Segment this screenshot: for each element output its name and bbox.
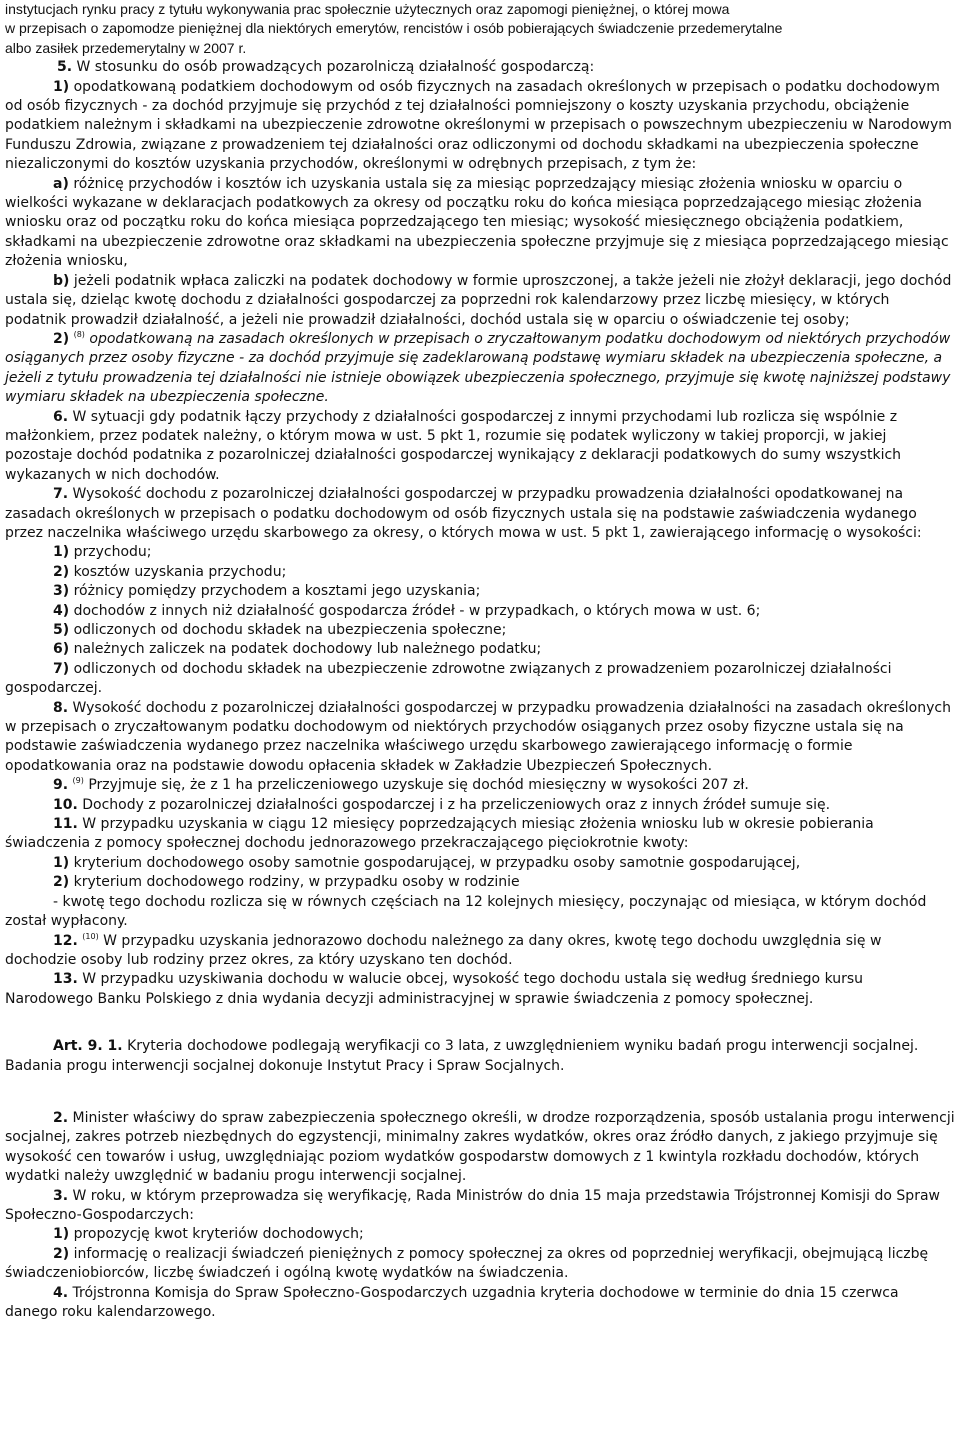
paragraph-text: Dochody z pozarolniczej działalności gospodarczej i z ha przeliczeniowych oraz z innych źródeł sumuje się.	[82, 796, 831, 813]
paragraph-number: 4.	[53, 1284, 69, 1301]
paragraph-text: Wysokość dochodu z pozarolniczej działalności gospodarczej w przypadku prowadzenia działalności opodatkowanej na zasadach określonych w przepisach o podatku dochodowym od osób fizycznych ustala się na podstawie zaświadczenia wydanego przez naczelnika właściwego urzędu skarbowego za okresy, o których mowa w ust. 5 pkt 1, zawierającego informację o wysokości:	[5, 486, 922, 541]
article-9-paragraph-4	[5, 1284, 955, 1323]
paragraph-11	[5, 815, 955, 854]
intro-line-1: instytucjach rynku pracy z tytułu wykonywania prac społecznie użytecznych oraz zapomogi pieniężnej, o której mowa	[5, 1, 730, 17]
paragraph-text: Przyjmuje się, że z 1 ha przeliczeniowego uzyskuje się dochód miesięczny w wysokości 207 zł.	[88, 777, 749, 794]
document-page	[5, 0, 955, 1322]
paragraph-7-item-1	[5, 543, 955, 562]
item-text: różnicy pomiędzy przychodem a kosztami jego uzyskania;	[73, 583, 481, 600]
intro-line-3: albo zasiłek przedemerytalny w 2007 r.	[5, 39, 247, 56]
paragraph-13	[5, 970, 955, 1009]
paragraph-5-item-a	[5, 175, 955, 272]
item-number: 4)	[53, 602, 70, 619]
footnote-marker: (8)	[73, 329, 85, 339]
paragraph-11-tail: - kwotę tego dochodu rozlicza się w równych częściach na 12 kolejnych miesięcy, poczynając od miesiąca, w którym dochód został wypłacony.	[5, 893, 927, 930]
item-text: opodatkowaną podatkiem dochodowym od osób fizycznych na zasadach określonych w przepisach o podatku dochodowym od osób fizycznych - za dochód przyjmuje się przychód z tej działalności pomniejszony o koszty uzyskania przychodu, obciążenie podatkiem należnym i składkami na ubezpieczenie zdrowotne określonymi w przepisach o powszechnym ubezpieczeniu w Narodowym Funduszu Zdrowia, związane z prowadzeniem tej działalności oraz odliczonymi od dochodu składkami na ubezpieczenia społeczne niezaliczonymi do kosztów uzyskania przychodów, określonymi w odrębnych przepisach, z tym że:	[5, 78, 952, 173]
article-9-paragraph-3	[5, 1187, 955, 1226]
paragraph-5-item-1	[5, 78, 955, 175]
spacer	[5, 1009, 955, 1037]
paragraph-number: 8.	[53, 699, 69, 716]
paragraph-7-item-7	[5, 660, 955, 699]
item-number: 3)	[53, 583, 70, 600]
paragraph-number: 12.	[53, 932, 78, 949]
item-number: 2)	[53, 874, 70, 891]
item-text: propozycję kwot kryteriów dochodowych;	[73, 1226, 364, 1243]
item-text: odliczonych od dochodu składek na ubezpieczenia społeczne;	[73, 622, 507, 638]
paragraph-7	[5, 485, 955, 543]
paragraph-text: W przypadku uzyskania w ciągu 12 miesięcy poprzedzających miesiąc złożenia wniosku lub w okresie pobierania świadczenia z pomocy społecznej dochodu jednorazowego przekraczającego pięciokrotnie kwoty:	[5, 816, 874, 852]
paragraph-8	[5, 699, 955, 777]
paragraph-text: W przypadku uzyskania jednorazowo dochodu należnego za dany okres, kwotę tego dochodu uwzględnia się w dochodzie osoby lub rodziny przez okres, za który uzyskano ten dochód.	[5, 932, 882, 968]
item-number: 6)	[53, 641, 70, 658]
article-heading: Art. 9. 1.	[53, 1038, 123, 1055]
paragraph-text: Trójstronna Komisja do Spraw Społeczno-Gospodarczych uzgadnia kryteria dochodowe w terminie do dnia 15 czerwca danego roku kalendarzowego.	[5, 1284, 899, 1320]
item-number: 5)	[53, 622, 70, 638]
paragraph-number: 5.	[57, 59, 73, 76]
paragraph-7-item-3	[5, 582, 955, 601]
item-number: 1)	[53, 78, 70, 95]
item-letter: b)	[53, 272, 70, 289]
item-text: opodatkowaną na zasadach określonych w przepisach o zryczałtowanym podatku dochodowym od niektórych przychodów osiąganych przez osoby fizyczne - za dochód przyjmuje się zadeklarowaną podstawę wymiaru składek na ubezpieczenia społeczne, a jeżeli z tytułu prowadzenia tej działalności nie istnieje obowiązek ubezpieczenia społecznego, przyjmuje się kwotę najniższej podstawy wymiaru składek na ubezpieczenia społeczne.	[5, 330, 951, 406]
paragraph-10	[5, 796, 955, 815]
item-text: informację o realizacji świadczeń pieniężnych z pomocy społecznej za okres od poprzedniej weryfikacji, obejmującą liczbę świadczeniobiorców, liczbę świadczeń i ogólną kwotę wydatków na świadczenia.	[5, 1245, 929, 1282]
paragraph-text: W roku, w którym przeprowadza się weryfikację, Rada Ministrów do dnia 15 maja przedstawia Trójstronnej Komisji do Spraw Społeczno-Gospodarczych:	[5, 1187, 940, 1223]
paragraph-5-item-2	[5, 330, 955, 408]
paragraph-text: Kryteria dochodowe podlegają weryfikacji co 3 lata, z uwzględnieniem wyniku badań progu interwencji socjalnej. Badania progu interwencji socjalnej dokonuje Instytut Pracy i Spraw Socjalnych.	[5, 1038, 919, 1074]
intro-line-2: w przepisach o zapomodze pieniężnej dla niektórych emerytów, rencistów i osób pobierających świadczenie przedemerytalne	[5, 20, 783, 37]
paragraph-5	[5, 58, 955, 77]
item-number: 2)	[53, 563, 70, 580]
paragraph-6	[5, 408, 955, 486]
paragraph-7-item-5	[5, 621, 955, 640]
item-text: odliczonych od dochodu składek na ubezpieczenie zdrowotne związanych z prowadzeniem pozarolniczej działalności gospodarczej.	[5, 660, 892, 697]
article-9-paragraph-2	[5, 1109, 955, 1187]
paragraph-text: Minister właściwy do spraw zabezpieczenia społecznego określi, w drodze rozporządzenia, sposób ustalania progu interwencji socjalnej, zakres potrzeb niezbędnych do egzystencji, minimalny zakres wydatków, okres oraz źródło danych, z jakiego przyjmuje się wysokość cen towarów i usług, uwzględniając poziom wydatków gospodarstw domowych z 1 kwintyla rozkładu dochodów, których wydatki należy uwzględnić w badaniu progu interwencji socjalnej.	[5, 1109, 955, 1185]
paragraph-number: 11.	[53, 816, 78, 833]
item-number: 1)	[53, 544, 70, 561]
article-9-paragraph-3-item-2	[5, 1245, 955, 1284]
paragraph-number: 6.	[53, 408, 69, 425]
paragraph-9	[5, 776, 955, 795]
footnote-marker: (9)	[72, 776, 84, 786]
paragraph-11-item-1	[5, 854, 955, 873]
item-text: jeżeli podatnik wpłaca zaliczki na podatek dochodowy w formie uproszczonej, a także jeżeli nie złożył deklaracji, jego dochód ustala się, dzieląc kwotę dochodu z działalności gospodarczej za poprzedni rok kalendarzowy przez liczbę miesięcy, w których podatnik prowadził działalność, a jeżeli nie prowadził działalności, dochód ustala się w oparciu o oświadczenie tej osoby;	[5, 272, 952, 328]
paragraph-7-item-4	[5, 602, 955, 621]
paragraph-11-item-2	[5, 873, 955, 892]
paragraph-text: W przypadku uzyskiwania dochodu w walucie obcej, wysokość tego dochodu ustala się według średniego kursu Narodowego Banku Polskiego z dnia wydania decyzji administracyjnej w sprawie świadczenia z pomocy społecznej.	[5, 971, 864, 1007]
item-number: 1)	[53, 854, 70, 871]
item-text: przychodu;	[73, 544, 152, 561]
item-text: należnych zaliczek na podatek dochodowy lub należnego podatku;	[73, 641, 542, 658]
item-number: 2)	[53, 330, 70, 347]
item-text: różnicę przychodów i kosztów ich uzyskania ustala się za miesiąc poprzedzający miesiąc złożenia wniosku w oparciu o wielkości wykazane w deklaracjach podatkowych za okresy od początku roku do końca miesiąca poprzedzającego miesiąc złożenia wniosku oraz od początku roku do końca miesiąca poprzedzającego ten miesiąc; wysokość miesięcznego obciążenia podatkiem, składkami na ubezpieczenie zdrowotne oraz składkami na ubezpieczenia społeczne przyjmuje się z miesiąca poprzedzającego miesiąc złożenia wniosku,	[5, 175, 949, 270]
paragraph-number: 2.	[53, 1109, 69, 1126]
article-9-paragraph-1	[5, 1037, 955, 1076]
paragraph-7-item-6	[5, 640, 955, 659]
paragraph-5-item-b	[5, 272, 955, 330]
item-text: kryterium dochodowego osoby samotnie gospodarującej, w przypadku osoby samotnie gospodarującej,	[73, 854, 801, 871]
paragraph-number: 3.	[53, 1187, 69, 1204]
item-letter: a)	[53, 175, 69, 192]
item-number: 1)	[53, 1226, 70, 1243]
paragraph-text: W stosunku do osób prowadzących pozarolniczą działalność gospodarczą:	[76, 59, 595, 76]
paragraph-number: 9.	[53, 777, 69, 794]
article-9-paragraph-3-item-1	[5, 1225, 955, 1244]
item-text: kosztów uzyskania przychodu;	[73, 563, 287, 580]
footnote-marker: (10)	[82, 931, 99, 941]
paragraph-text: W sytuacji gdy podatnik łączy przychody z działalności gospodarczej z innymi przychodami lub rozlicza się wspólnie z małżonkiem, przez podatek należny, o którym mowa w ust. 5 pkt 1, rozumie się podatek wyliczony w takiej proporcji, w jakiej pozostaje dochód podatnika z pozarolniczej działalności gospodarczej wynikający z deklaracji podatkowych do sumy wszystkich wykazanych w nich dochodów.	[5, 408, 902, 483]
item-text: dochodów z innych niż działalność gospodarcza źródeł - w przypadkach, o których mowa w ust. 6;	[73, 602, 761, 619]
item-number: 2)	[53, 1245, 70, 1262]
paragraph-number: 13.	[53, 971, 78, 988]
paragraph-12	[5, 932, 955, 971]
paragraph-text: Wysokość dochodu z pozarolniczej działalności gospodarczej w przypadku prowadzenia działalności na zasadach określonych w przepisach o zryczałtowanym podatku dochodowym od niektórych przychodów osiąganych przez osoby fizyczne ustala się na podstawie zaświadczenia wydanego przez naczelnika właściwego urzędu skarbowego zawierającego informację o formie opodatkowania oraz na podstawie dowodu opłacenia składek w Zakładzie Ubezpieczeń Społecznych.	[5, 699, 951, 774]
paragraph-number: 7.	[53, 486, 69, 503]
paragraph-7-item-2	[5, 563, 955, 582]
item-text: kryterium dochodowego rodziny, w przypadku osoby w rodzinie	[73, 874, 520, 891]
paragraph-number: 10.	[53, 796, 78, 813]
spacer	[5, 1076, 955, 1109]
item-number: 7)	[53, 660, 70, 677]
